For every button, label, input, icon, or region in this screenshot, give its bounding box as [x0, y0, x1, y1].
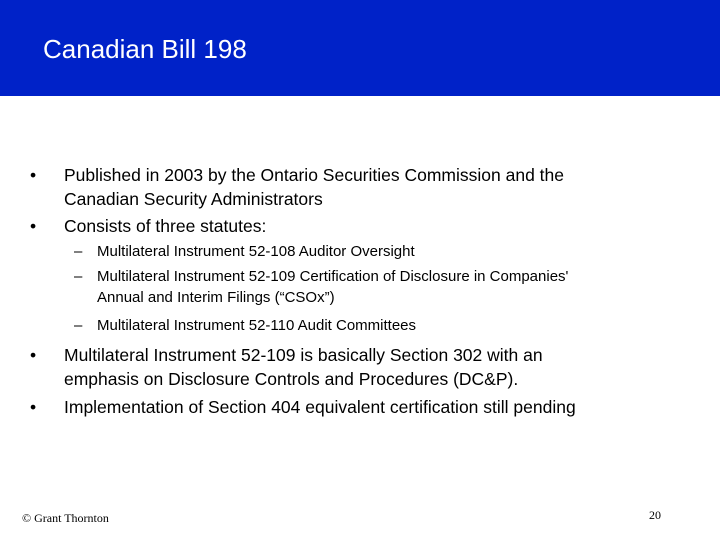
bullet-1-line-1: Published in 2003 by the Ontario Securities Commission and the	[64, 165, 564, 185]
dash-marker: –	[74, 243, 83, 260]
sub-bullet-2-line-2: Annual and Interim Filings (“CSOx”)	[97, 289, 335, 306]
bullet-2-line-1: Consists of three statutes:	[64, 216, 267, 236]
sub-bullet-3-line-1: Multilateral Instrument 52-110 Audit Committees	[97, 317, 417, 334]
bullet-marker: •	[30, 345, 37, 365]
bullet-4-line-1: Implementation of Section 404 equivalent certification still pending	[64, 397, 576, 417]
sub-bullet-1-line-1: Multilateral Instrument 52-108 Auditor Oversight	[97, 243, 415, 260]
sub-bullet-2-line-1: Multilateral Instrument 52-109 Certification of Disclosure in Companies'	[97, 268, 569, 285]
bullet-marker: •	[30, 165, 37, 185]
bullet-marker: •	[30, 397, 37, 417]
bullet-3-line-2: emphasis on Disclosure Controls and Procedures (DC&P).	[64, 369, 519, 389]
bullet-3-line-1: Multilateral Instrument 52-109 is basically Section 302 with an	[64, 345, 543, 365]
dash-marker: –	[74, 268, 83, 285]
page-number: 20	[649, 508, 661, 522]
dash-marker: –	[74, 317, 83, 334]
slide-title: Canadian Bill 198	[43, 34, 247, 64]
footer-copyright: © Grant Thornton	[22, 511, 109, 525]
bullet-1-line-2: Canadian Security Administrators	[64, 189, 323, 209]
bullet-marker: •	[30, 216, 37, 236]
